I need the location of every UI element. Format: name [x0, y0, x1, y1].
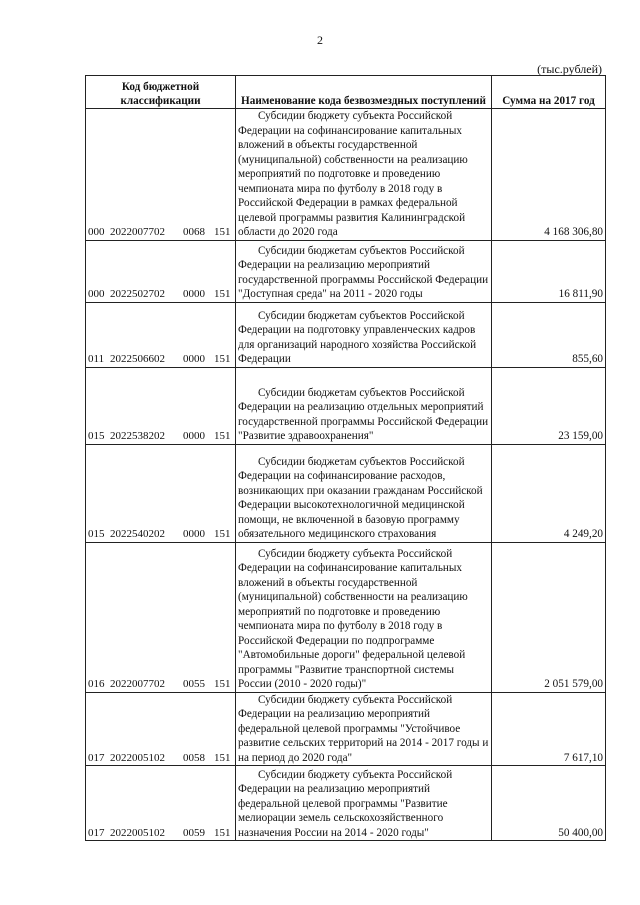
revenue-name [236, 109, 492, 241]
economic-code: 151 [214, 430, 231, 442]
kbk-code: 2022506602 [110, 353, 165, 365]
revenue-name [236, 302, 492, 367]
kbk-code: 2022007702 [110, 226, 165, 238]
program-code: 0058 [183, 751, 205, 764]
economic-code: 151 [214, 288, 231, 300]
admin-code: 000 [88, 226, 105, 238]
table-header-row [86, 76, 606, 109]
economic-code: 151 [214, 751, 231, 764]
revenue-name-text: Субсидии бюджетам субъектов Российской Федерации на подготовку управленческих кадров для организаций народного хозяйства Российской Федерации [238, 309, 477, 365]
amount: 7 617,10 [492, 692, 606, 766]
revenue-name [236, 240, 492, 302]
page-number: 2 [317, 33, 323, 47]
program-code: 0055 [183, 678, 205, 690]
revenue-name-text: Субсидии бюджету субъекта Российской Федерации на софинансирование капитальных вложений в объекты государственной (муниципальной) собственности на реализацию мероприятий по подготовке и проведению чемпионата мира по футболу в 2018 году в Российской Федерации в рамках федеральной целевой программы развития Калининградской области до 2020 года [238, 110, 468, 238]
header-code: Код бюджетной классификации [86, 76, 236, 109]
amount: 23 159,00 [492, 367, 606, 444]
amount: 4 168 306,80 [492, 109, 606, 241]
header-name: Наименование кода безвозмездных поступлений [236, 76, 492, 109]
admin-code: 011 [88, 353, 105, 365]
economic-code: 151 [214, 826, 231, 839]
economic-code: 151 [214, 226, 231, 238]
table-row [86, 240, 606, 302]
amount: 16 811,90 [492, 240, 606, 302]
revenue-name [236, 766, 492, 841]
program-code: 0000 [183, 528, 205, 540]
amount: 50 400,00 [492, 766, 606, 841]
budget-table [85, 75, 606, 841]
revenue-name [236, 542, 492, 692]
budget-code [86, 692, 236, 766]
amount: 855,60 [492, 302, 606, 367]
revenue-name [236, 692, 492, 766]
kbk-code: 2022540202 [110, 528, 165, 540]
program-code: 0000 [183, 430, 205, 442]
table-row [86, 367, 606, 444]
revenue-name-text: Субсидии бюджету субъекта Российской Федерации на реализацию мероприятий федеральной целевой программы "Развитие мелиорации земель сельскохозяйственного назначения России на 2014 - 2020 годы" [238, 768, 453, 839]
units-label: (тыс.рублей) [537, 62, 602, 76]
table-row [86, 302, 606, 367]
budget-code [86, 542, 236, 692]
budget-code [86, 766, 236, 841]
budget-code [86, 367, 236, 444]
kbk-code: 2022005102 [110, 751, 165, 764]
budget-code [86, 302, 236, 367]
table-row [86, 766, 606, 841]
revenue-name-text: Субсидии бюджету субъекта Российской Федерации на реализацию мероприятий федеральной целевой программы "Устойчивое развитие сельских территорий на 2014 - 2017 годы и на период до 2020 года" [238, 693, 489, 764]
amount: 2 051 579,00 [492, 542, 606, 692]
revenue-name [236, 444, 492, 542]
revenue-name [236, 367, 492, 444]
kbk-code: 2022005102 [110, 826, 165, 839]
table-row [86, 692, 606, 766]
budget-code [86, 444, 236, 542]
kbk-code: 2022502702 [110, 288, 165, 300]
admin-code: 015 [88, 430, 105, 442]
economic-code: 151 [214, 678, 231, 690]
program-code: 0000 [183, 288, 205, 300]
kbk-code: 2022538202 [110, 430, 165, 442]
kbk-code: 2022007702 [110, 678, 165, 690]
table-row [86, 109, 606, 241]
admin-code: 000 [88, 288, 105, 300]
admin-code: 015 [88, 528, 105, 540]
revenue-name-text: Субсидии бюджету субъекта Российской Федерации на софинансирование капитальных вложений в объекты государственной (муниципальной) собственности на реализацию мероприятий по подготовке и проведению чемпионата мира по футболу в 2018 году в Российской Федерации по подпрограмме "Автомобильные дороги" федеральной целевой программы "Развитие транспортной системы России (2010 - 2020 годы)" [238, 547, 468, 690]
economic-code: 151 [214, 528, 231, 540]
admin-code: 016 [88, 678, 105, 690]
budget-code [86, 109, 236, 241]
revenue-name-text: Субсидии бюджетам субъектов Российской Федерации на реализацию мероприятий государственной программы Российской Федерации "Доступная среда" на 2011 - 2020 годы [238, 244, 489, 300]
revenue-name-text: Субсидии бюджетам субъектов Российской Федерации на софинансирование расходов, возникающих при оказании гражданам Российской Федерации высокотехнологичной медицинской помощи, не включенной в базовую программу обязательного медицинского страхования [238, 455, 483, 540]
program-code: 0059 [183, 826, 205, 839]
table-row [86, 444, 606, 542]
admin-code: 017 [88, 751, 105, 764]
program-code: 0000 [183, 353, 205, 365]
admin-code: 017 [88, 826, 105, 839]
table-row [86, 542, 606, 692]
header-sum: Сумма на 2017 год [492, 76, 606, 109]
program-code: 0068 [183, 226, 205, 238]
economic-code: 151 [214, 353, 231, 365]
revenue-name-text: Субсидии бюджетам субъектов Российской Федерации на реализацию отдельных мероприятий государственной программы Российской Федерации "Развитие здравоохранения" [238, 386, 489, 442]
amount: 4 249,20 [492, 444, 606, 542]
budget-code [86, 240, 236, 302]
